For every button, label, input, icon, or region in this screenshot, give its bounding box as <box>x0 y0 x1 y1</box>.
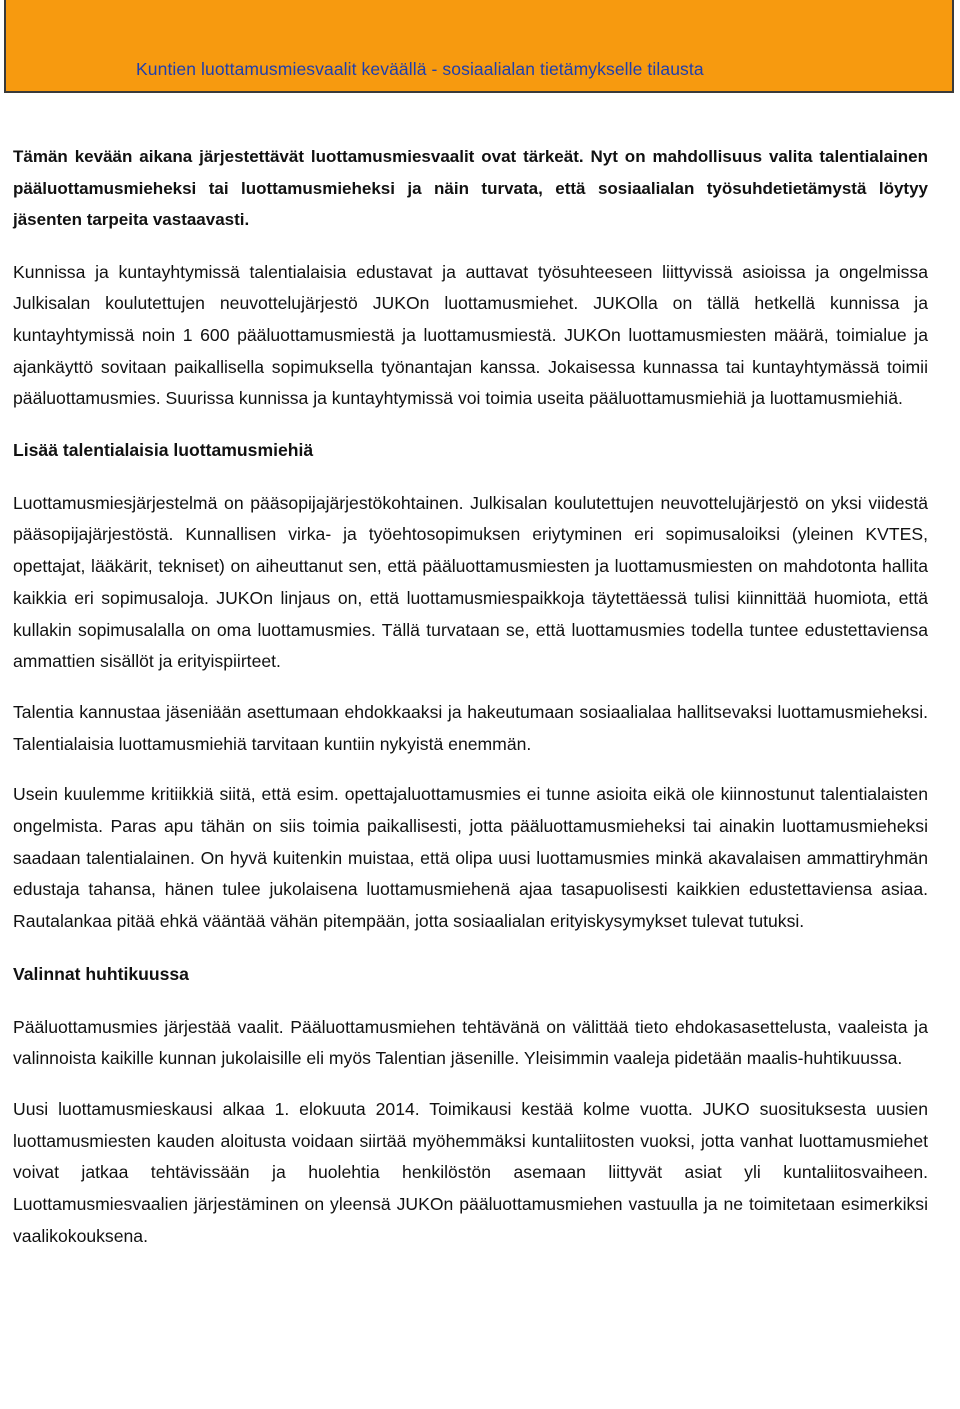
paragraph-luottamusmiesjarjestelma: Luottamusmiesjärjestelmä on pääsopijajärjestökohtainen. Julkisalan koulutettujen neuvottelujärjestö on yksi viidestä pääsopijajärjestöstä. Kunnallisen virka- ja työehtosopimuksen eriytyminen eri sopimusaloiksi (yleinen KVTES, opettajat, lääkärit, tekniset) on aiheuttanut sen, että pääluottamusmiesten ja luottamusmiesten on mahdotonta hallita kaikkia eri sopimusaloja. JUKOn linjaus on, että luottamusmiespaikkoja täytettäessä tulisi kiinnittää huomiota, että kullakin sopimusalalla on oma luottamusmies. Tällä turvataan se, että luottamusmies todella tuntee edustettaviensa ammattien sisällöt ja erityispiirteet. <box>13 492 928 672</box>
title-banner <box>4 0 954 93</box>
paragraph-talentia-kannustaa: Talentia kannustaa jäseniään asettumaan ehdokkaaksi ja hakeutumaan sosiaalialaa hallitsevaksi luottamusmieheksi. Talentialaisia luottamusmiehiä tarvitaan kuntiin nykyistä enemmän. <box>13 701 928 754</box>
paragraph-kritiikki: Usein kuulemme kritiikkiä siitä, että esim. opettajaluottamusmies ei tunne asioita eikä ole kiinnostunut talentialaisten ongelmista. Paras apu tähän on siis toimia paikallisesti, jotta pääluottamusmieheksi tai ainakin luottamusmieheksi saadaan talentialainen. On hyvä kuitenkin muistaa, että olipa uusi luottamusmies minkä akavalaisen ammattiryhmän edustaja tahansa, hänen tulee jukolaisena luottamusmiehenä ajaa tasapuolisesti kaikkien edustettaviensa asiaa. Rautalankaa pitää ehkä vääntää vähän pitempään, jotta sosiaalialan erityiskysymykset tulevat tutuksi. <box>13 784 928 932</box>
paragraph-jukon-luottamusmiehet: Kunnissa ja kuntayhtymissä talentialaisia edustavat ja auttavat työsuhteeseen liittyvissä asioissa ja ongelmissa Julkisalan koulutettujen neuvottelujärjestö JUKOn luottamusmiehet. JUKOlla on tällä hetkellä kunnissa ja kuntayhtymissä noin 1 600 pääluottamusmiestä ja luottamusmiestä. JUKOn luottamusmiesten määrä, toimialue ja ajankäyttö sovitaan paikallisella sopimuksella työnantajan kanssa. Jokaisessa kunnassa tai kuntayhtymässä toimii pääluottamusmies. Suurissa kunnissa ja kuntayhtymissä voi toimia useita pääluottamusmiehiä ja luottamusmiehiä. <box>13 261 928 409</box>
paragraph-uusi-kausi: Uusi luottamusmieskausi alkaa 1. elokuuta 2014. Toimikausi kestää kolme vuotta. JUKO suosituksesta uusien luottamusmiesten kauden aloitusta voidaan siirtää myöhemmäksi kuntaliitosten vuoksi, jotta vanhat luottamusmiehet voivat jatkaa tehtävissään ja huolehtia henkilöstön asemaan liittyvät asiat yli kuntaliitosvaiheen. Luottamusmiesvaalien järjestäminen on yleensä JUKOn pääluottamusmiehen vastuulla ja ne toimitetaan esimerkiksi vaalikokouksena. <box>13 1098 928 1246</box>
section-heading-lisaa-talentialaisia: Lisää talentialaisia luottamusmiehiä <box>13 440 314 461</box>
document-body <box>13 141 928 1252</box>
document-title: Kuntien luottamusmiesvaalit keväällä - sosiaalialan tietämykselle tilausta <box>136 59 704 79</box>
lead-paragraph: Tämän kevään aikana järjestettävät luottamusmiesvaalit ovat tärkeät. Nyt on mahdollisuus valita talentialainen pääluottamusmieheksi tai luottamusmieheksi ja näin turvata, että sosiaalialan työsuhdetietämystä löytyy jäsenten tarpeita vastaavasti. <box>13 147 928 229</box>
section-heading-valinnat-huhtikuussa: Valinnat huhtikuussa <box>13 963 189 984</box>
paragraph-paaluottamusmies-jarjestaa: Pääluottamusmies järjestää vaalit. Pääluottamusmiehen tehtävänä on välittää tieto ehdokasasettelusta, vaaleista ja valinnoista kaikille kunnan jukolaisille eli myös Talentian jäsenille. Yleisimmin vaaleja pidetään maalis-huhtikuussa. <box>13 1016 928 1069</box>
